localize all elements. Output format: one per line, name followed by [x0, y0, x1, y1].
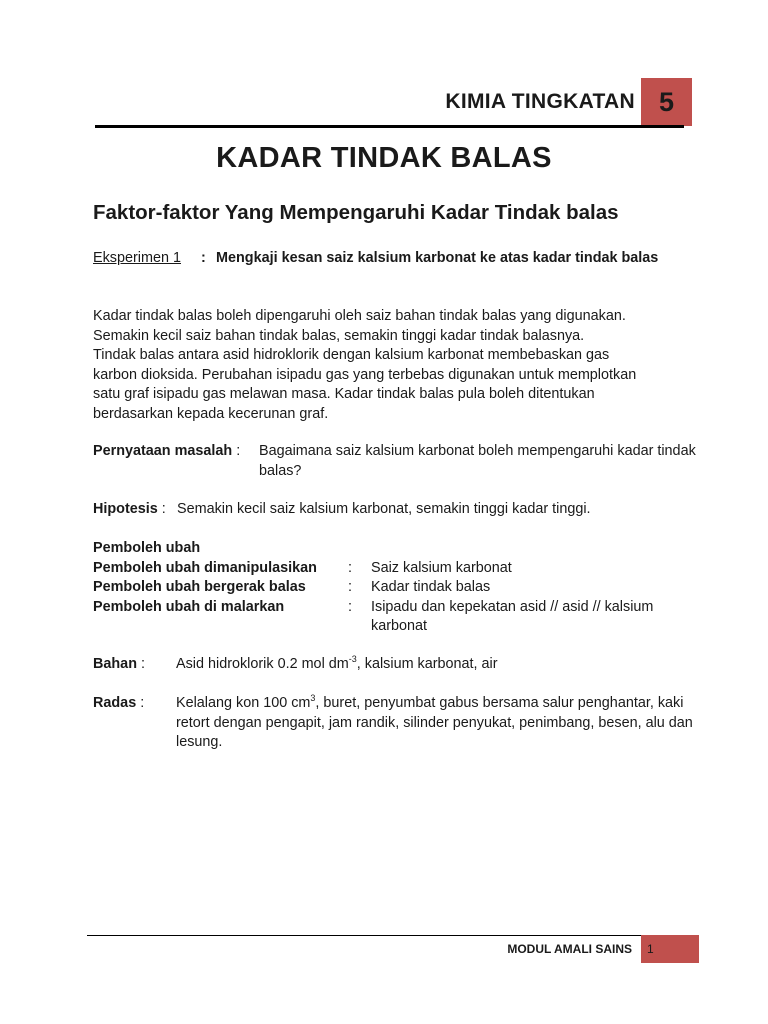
footer-label: MODUL AMALI SAINS	[507, 942, 632, 956]
hypothesis-separator: :	[161, 501, 166, 517]
variables-heading: Pemboleh ubah	[93, 540, 201, 556]
materials-text	[176, 655, 696, 675]
apparatus-text-part: Kelalang kon 100 cm	[176, 695, 311, 711]
materials-title: Bahan	[93, 656, 137, 672]
problem-statement-separator: :	[236, 443, 241, 459]
form-number-badge: 5	[641, 78, 692, 126]
intro-line: Semakin kecil saiz bahan tindak balas, semakin tinggi kadar tindak balasnya.	[93, 327, 585, 344]
variable-label: Pemboleh ubah dimanipulasikan	[93, 559, 317, 576]
page-number-badge: 1	[641, 935, 699, 963]
experiment-label: Eksperimen 1	[93, 250, 181, 266]
intro-line: Kadar tindak balas boleh dipengaruhi oleh saiz bahan tindak balas yang digunakan.	[93, 308, 626, 324]
intro-paragraph	[93, 307, 703, 424]
header-divider	[95, 125, 684, 128]
materials-text-part: Asid hidroklorik 0.2 mol dm	[176, 656, 349, 672]
problem-statement-title: Pernyataan masalah	[93, 443, 233, 459]
hypothesis-label	[93, 500, 166, 520]
variable-separator: :	[348, 579, 352, 595]
materials-separator: :	[140, 656, 145, 672]
variable-value: Isipadu dan kepekatan asid // asid // kalsium karbonat	[371, 598, 654, 634]
materials-text-part: , kalsium karbonat, air	[356, 656, 498, 672]
experiment-separator: :	[201, 250, 206, 266]
intro-line: karbon dioksida. Perubahan isipadu gas yang terbebas digunakan untuk memplotkan	[93, 366, 637, 383]
apparatus-superscript: 3	[310, 693, 316, 704]
apparatus-label	[93, 694, 144, 714]
apparatus-text-part: , buret, penyumbat gabus bersama salur penghantar, kaki retort dengan pengapit, jam randik, silinder penyukat, penimbang, besen, alu dan lesung.	[176, 695, 693, 750]
hypothesis-text: Semakin kecil saiz kalsium karbonat, semakin tinggi kadar tinggi.	[177, 501, 591, 517]
variable-label: Pemboleh ubah di malarkan	[93, 598, 285, 615]
variable-row	[93, 578, 713, 598]
variable-separator: :	[348, 559, 352, 576]
problem-statement-text: Bagaimana saiz kalsium karbonat boleh mempengaruhi kadar tindak balas?	[259, 443, 696, 479]
page-title: KADAR TINDAK BALAS	[216, 142, 552, 174]
experiment-aim: Mengkaji kesan saiz kalsium karbonat ke atas kadar tindak balas	[216, 250, 659, 266]
footer-divider	[87, 935, 641, 936]
materials-label	[93, 655, 145, 675]
variables-table	[93, 539, 713, 634]
materials-superscript: -3	[348, 654, 357, 665]
problem-statement-label	[93, 442, 240, 462]
hypothesis-title: Hipotesis	[93, 501, 158, 517]
apparatus-text	[176, 694, 706, 753]
intro-line: Tindak balas antara asid hidroklorik dengan kalsium karbonat membebaskan gas	[93, 347, 610, 363]
section-subtitle: Faktor-faktor Yang Mempengaruhi Kadar Tindak balas	[93, 201, 619, 224]
header-title: KIMIA TINGKATAN	[445, 90, 635, 113]
variables-heading-row	[93, 539, 713, 559]
variable-label: Pemboleh ubah bergerak balas	[93, 579, 306, 595]
apparatus-separator: :	[140, 695, 145, 711]
apparatus-title: Radas	[93, 695, 137, 711]
intro-line: satu graf isipadu gas melawan masa. Kadar tindak balas pula boleh ditentukan	[93, 386, 595, 402]
variable-value: Saiz kalsium karbonat	[371, 559, 512, 576]
intro-line: berdasarkan kepada kecerunan graf.	[93, 405, 329, 422]
variable-value: Kadar tindak balas	[371, 579, 491, 595]
variable-row	[93, 598, 713, 634]
variable-separator: :	[348, 598, 352, 615]
variable-row	[93, 559, 713, 579]
